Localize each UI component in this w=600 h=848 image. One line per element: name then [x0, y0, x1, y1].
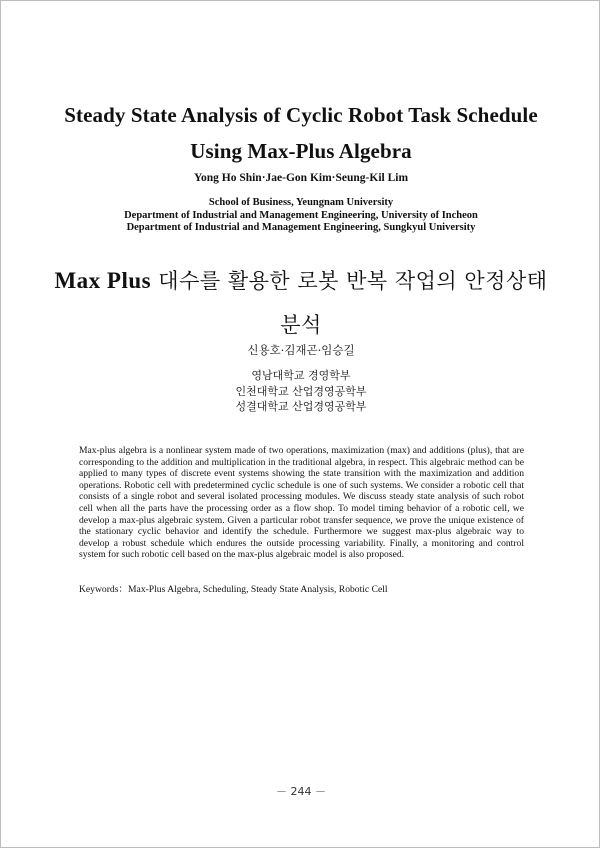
affiliations-english — [1, 197, 600, 235]
page-number: － 244 － — [276, 785, 326, 798]
authors-korean: 신용호·김재곤·임승길 — [247, 343, 355, 357]
affiliation-ko-1: 영남대학교 경영학부 — [251, 369, 351, 382]
affiliation-en-1: School of Business, Yeungnam University — [208, 197, 394, 208]
title-en-line-2: Using Max-Plus Algebra — [190, 139, 412, 163]
authors-english: Yong Ho Shin·Jae-Gon Kim·Seung-Kil Lim — [193, 172, 409, 184]
affiliation-ko-3: 성결대학교 산업경영공학부 — [235, 400, 367, 413]
title-en-line-1: Steady State Analysis of Cyclic Robot Task Schedule — [64, 103, 538, 127]
affiliations-korean — [1, 368, 600, 415]
affiliation-en-2: Department of Industrial and Management Engineering, University of Incheon — [124, 209, 478, 221]
title-ko-line-2: 분석 — [280, 313, 322, 337]
abstract: Max-plus algebra is a nonlinear system made of two operations, maximization (max) and additions (plus), that are corresponding to the addition and multiplication in the traditional algebra, in respect. This algebraic method can be applied to many types of discrete event systems showing the state transition with the maximization and addition operations. Robotic cell with predetermined cyclic schedule is one of such systems. We consider a robotic cell that consists of a single robot and several isolated processing modules. We discuss steady state analysis of such robot cell when all the parts have the processing order as a flow shop. To model timing behavior of a robotic cell, we develop a max-plus algebraic system. Given a particular robot transfer sequence, we prove the unique existence of the stationary cyclic behavior and identify the schedule. Furthermore we suggest max-plus algebraic way to develop a robust schedule which endures the outside processing variability. Finally, a monitoring and control system for such robotic cell based on the max-plus algebraic model is also proposed. — [79, 445, 524, 561]
paper-title-english — [1, 97, 600, 169]
title-ko-line-1 — [1, 259, 600, 303]
paper-title-korean — [1, 259, 600, 347]
title-ko-line-1-text: 대수를 활용한 로봇 반복 작업의 안정상태 — [151, 269, 548, 293]
title-ko-prefix: Max Plus — [54, 268, 152, 293]
keywords: Keywords：Max-Plus Algebra, Scheduling, Steady State Analysis, Robotic Cell — [79, 584, 388, 595]
affiliation-ko-2: 인천대학교 산업경영공학부 — [235, 384, 367, 398]
affiliation-en-3: Department of Industrial and Management Engineering, Sungkyul University — [126, 222, 476, 233]
